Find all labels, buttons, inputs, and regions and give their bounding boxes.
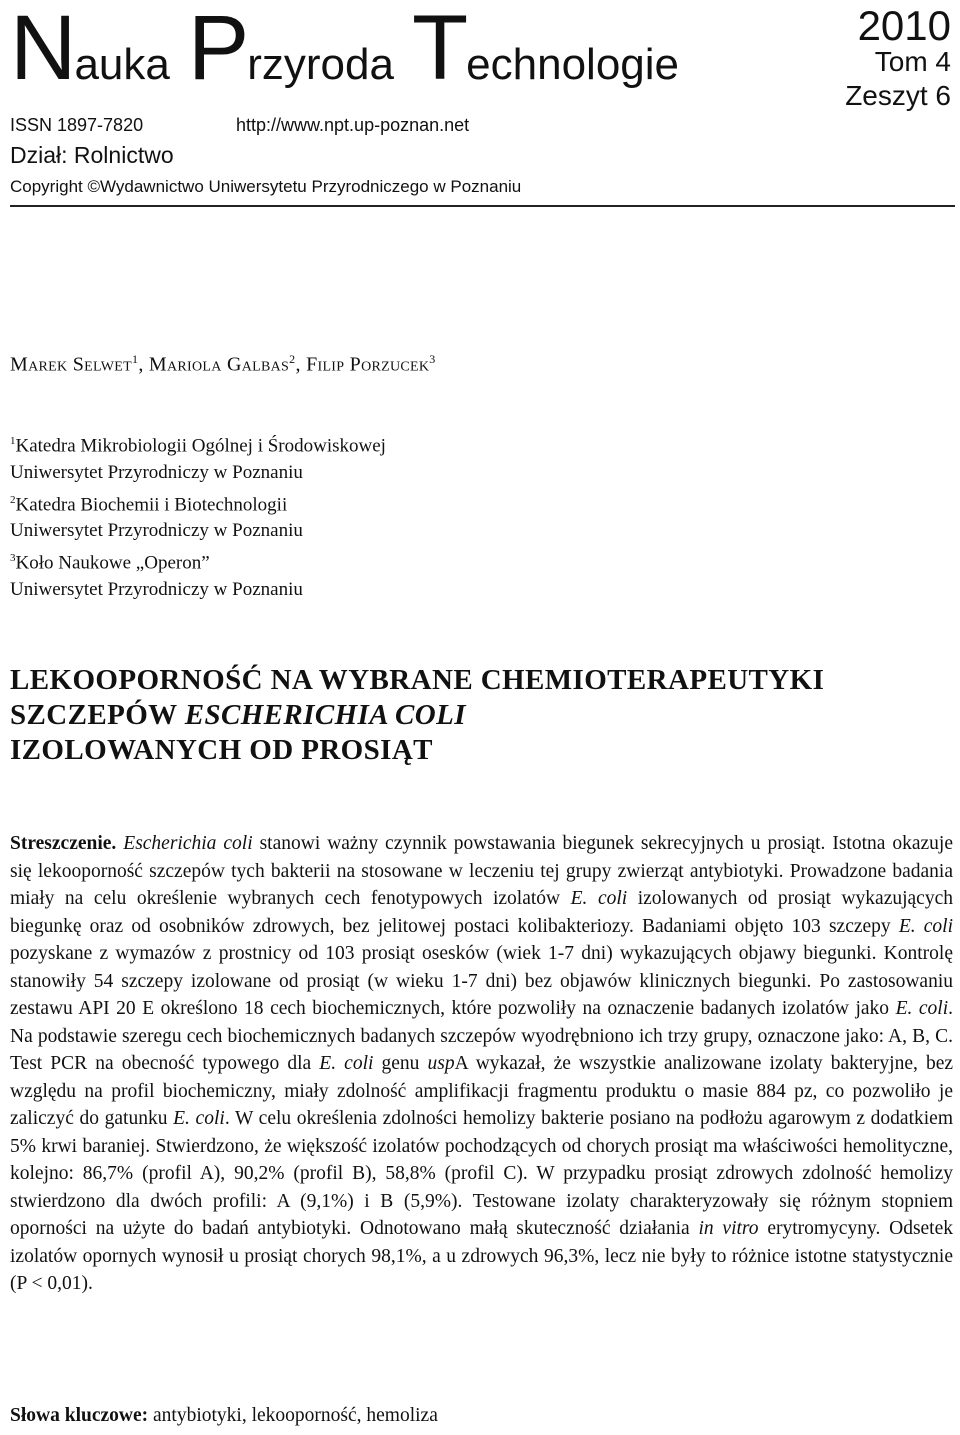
article-title-line: IZOLOWANYCH OD PROSIĄT: [10, 734, 433, 766]
affiliation-unit: $^3$Koło Naukowe „Operon”: [10, 552, 210, 574]
article-title-line: SZCZEPÓW ESCHERICHIA COLI: [10, 699, 466, 731]
abstract-italic-term: Escherichia coli: [123, 833, 253, 854]
masthead-divider: [10, 205, 955, 207]
abstract-italic-term: E. coli: [319, 1053, 374, 1074]
author-list: [10, 352, 436, 377]
affiliation-mark: 2: [10, 493, 16, 506]
journal-title-initial: N: [10, 0, 75, 99]
author-affiliation-mark: 2: [289, 352, 296, 366]
abstract-label: Streszczenie.: [10, 833, 117, 854]
author-name: Marek Selwet: [10, 353, 132, 376]
journal-title-word: rzyroda: [247, 40, 394, 89]
abstract-text: erytromycyny. Odsetek izolatów opornych wynosił u prosiąt chorych 98,1%, a u zdrowych 96,3%, lecz nie były to różnice istotne statystycznie (P < 0,01).: [10, 1218, 954, 1294]
abstract-text: stanowi ważny czynnik powstawania biegunek sekrecyjnych u prosiąt. Istotna okazuje się lekooporność szczepów tych bakterii na stosowane w leczeniu tej grupy zwierząt antybiotyki. Prowadzone badania miały na celu określenie wybranych cech fenotypowych izolatów: [10, 833, 954, 909]
journal-title-initial: T: [411, 0, 467, 99]
keywords-list: antybiotyki, lekooporność, hemoliza: [148, 1405, 438, 1426]
journal-year: 2010: [857, 2, 951, 49]
author-name: Mariola Galbas: [148, 353, 290, 376]
abstract-italic-term: E. coli: [895, 998, 949, 1019]
affiliation-university: Uniwersytet Przyrodniczy w Poznaniu: [10, 461, 303, 483]
abstract-text: genu: [373, 1053, 428, 1074]
journal-section: Dział: Rolnictwo: [10, 142, 174, 168]
author-separator: ,: [138, 353, 149, 376]
abstract-italic-term: E. coli: [173, 1108, 225, 1129]
abstract-italic-term: E. coli: [898, 915, 953, 937]
affiliation-mark: 3: [10, 552, 16, 565]
abstract-body: [10, 833, 953, 1294]
journal-title-word: auka: [74, 40, 170, 89]
abstract: [10, 830, 953, 1298]
abstract-text: izolowanych od prosiąt wykazujących biegunkę oraz od osobników zdrowych, bez jelitowej postaci kolibakteriozy. Badaniami objęto 103 szczepy: [10, 888, 953, 937]
journal-title-word: echnologie: [466, 40, 680, 89]
abstract-italic-term: in vitro: [698, 1218, 759, 1239]
journal-title: [10, 0, 697, 113]
species-name: ESCHERICHIA COLI: [184, 699, 466, 731]
journal-issn: ISSN 1897-7820: [10, 115, 144, 135]
article-title: [10, 663, 824, 768]
abstract-text: pozyskane z wymazów z prostnicy od 103 prosiąt osesków (wiek 1-7 dni) wykazujących objawy biegunki. Kontrolę stanowiły 54 szczepy izolowane od prosiąt (w wieku 1-7 dni) bez objawów klinicznych biegunki. Po zastosowaniu zestawu API 20 E określono 18 cech biochemicznych, które pozwoliły na oznaczenie badanych izolatów jako: [10, 943, 953, 1019]
author-separator: ,: [295, 353, 307, 376]
journal-title-initial: P: [187, 0, 248, 99]
journal-copyright: Copyright ©Wydawnictwo Uniwersytetu Przyrodniczego w Poznaniu: [10, 177, 522, 196]
author-affiliation-mark: 3: [429, 352, 436, 366]
affiliation-university: Uniwersytet Przyrodniczy w Poznaniu: [10, 578, 303, 600]
journal-masthead: [10, 0, 955, 210]
affiliation-unit: $^2$Katedra Biochemii i Biotechnologii: [10, 493, 288, 515]
abstract-text: . Na podstawie szeregu cech biochemicznych badanych szczepów wyodrębniono ich trzy grupy, oznaczone jako: A, B, C. Test PCR na obecność typowego dla: [10, 998, 953, 1074]
author-affiliation-mark: 1: [132, 352, 139, 366]
affiliation-unit: $^1$Katedra Mikrobiologii Ogólnej i Środowiskowej: [10, 435, 386, 457]
abstract-text: A wykazał, że wszystkie analizowane izolaty bakteryjne, bez względu na profil biochemiczny, miały zdolność amplifikacji fragmentu produktu o masie 884 pz, co pozwoliło je zaliczyć do gatunku: [10, 1053, 954, 1129]
affiliation-university: Uniwersytet Przyrodniczy w Poznaniu: [10, 520, 303, 542]
abstract-text: . W celu określenia zdolności hemolizy bakterie posiano na podłożu agarowym z dodatkiem 5% krwi baraniej. Stwierdzono, że większość izolatów pochodzących od chorych prosiąt ma właściwości hemolityczne, kolejno: 86,7% (profil A), 90,2% (profil B), 58,8% (profil C). W przypadku prosiąt zdrowych zdolność hemolizy stwierdzono dla dwóch profili: A (9,1%) i B (5,9%). Testowane izolaty charakteryzowały się różnym stopniem oporności na użyte do badań antybiotyki. Odnotowano małą skuteczność działania: [10, 1108, 953, 1239]
journal-issue: Zeszyt 6: [845, 80, 951, 111]
keywords: [10, 1405, 438, 1427]
article-title-line: LEKOOPORNOŚĆ NA WYBRANE CHEMIOTERAPEUTYKI: [10, 664, 825, 696]
keywords-label: Słowa kluczowe:: [10, 1405, 149, 1426]
author-name: Filip Porzucek: [306, 353, 430, 376]
journal-volume: Tom 4: [874, 46, 951, 77]
abstract-italic-term: usp: [427, 1053, 455, 1074]
journal-url-link[interactable]: http://www.npt.up-poznan.net: [236, 115, 470, 135]
abstract-italic-term: E. coli: [570, 888, 628, 909]
affiliation-mark: 1: [10, 435, 16, 447]
affiliations: [10, 428, 386, 604]
